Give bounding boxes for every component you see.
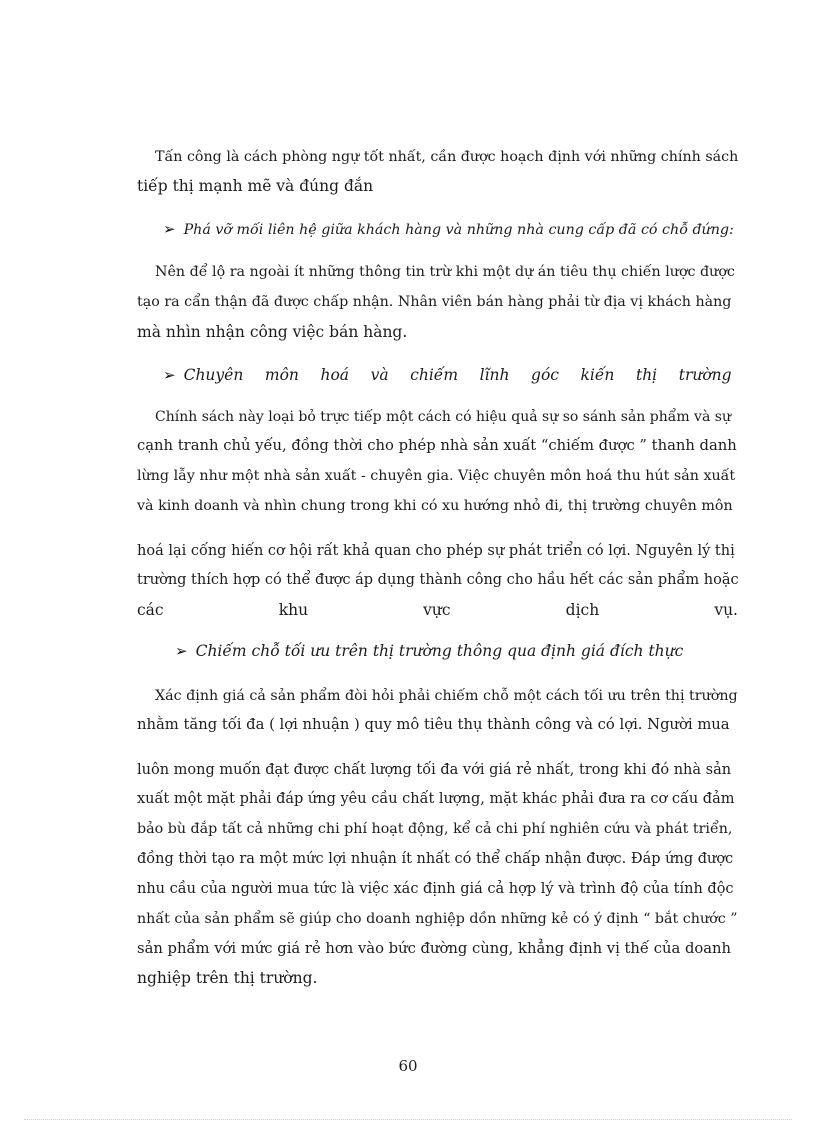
bullet-heading-text: Chuyên môn hoá và chiếm lĩnh góc kiến thị trường [183, 366, 732, 384]
paragraph-line: và kinh doanh và nhìn chung trong khi có xu hướng nhỏ đi, thị trường chuyên môn [137, 498, 733, 514]
paragraph-line: luôn mong muốn đạt được chất lượng tối đa với giá rẻ nhất, trong khi đó nhà sản [137, 762, 732, 778]
bullet-heading-text: Phá vỡ mối liên hệ giữa khách hàng và những nhà cung cấp đã có chỗ đứng: [183, 222, 734, 238]
arrow-bullet-icon: ➢ [163, 366, 176, 384]
paragraph-line: cạnh tranh chủ yếu, đồng thời cho phép nhà sản xuất “chiếm được ” thanh danh [137, 437, 737, 454]
arrow-bullet-icon: ➢ [175, 642, 188, 660]
paragraph-line: lừng lẫy như một nhà sản xuất - chuyên gia. Việc chuyên môn hoá thu hút sản xuất [137, 468, 736, 484]
paragraph-line: nhằm tăng tối đa ( lợi nhuận ) quy mô tiêu thụ thành công và có lợi. Người mua [137, 716, 730, 733]
paragraph-line: nhất của sản phẩm sẽ giúp cho doanh nghiệp dồn những kẻ có ý định “ bắt chước ” [137, 911, 738, 927]
bullet-heading-text: Chiếm chỗ tối ưu trên thị trường thông qua định giá đích thực [195, 642, 684, 660]
paragraph-line: hoá lại cống hiến cơ hội rất khả quan cho phép sự phát triển có lợi. Nguyên lý thị [137, 543, 735, 559]
paragraph-line: mà nhìn nhận công việc bán hàng. [137, 323, 408, 341]
paragraph-line: Tấn công là cách phòng ngự tốt nhất, cần được hoạch định với những chính sách [155, 149, 739, 165]
paragraph-line: đồng thời tạo ra một mức lợi nhuận ít nhất có thể chấp nhận được. Đáp ứng được [137, 851, 734, 867]
paragraph-line: các khu vực dịch vụ. [137, 601, 738, 619]
paragraph-line: xuất một mặt phải đáp ứng yêu cầu chất lượng, mặt khác phải đưa ra cơ cấu đảm [137, 791, 735, 807]
paragraph-line: Nên để lộ ra ngoài ít những thông tin trừ khi một dự án tiêu thụ chiến lược được [155, 264, 735, 280]
paragraph-line: nghiệp trên thị trường. [137, 969, 318, 987]
paragraph-line: tiếp thị mạnh mẽ và đúng đắn [137, 177, 374, 195]
bullet-heading [175, 641, 738, 661]
paragraph-line: bảo bù đắp tất cả những chi phí hoạt động, kể cả chi phí nghiên cứu và phát triển, [137, 821, 733, 837]
paragraph-line: Xác định giá cả sản phẩm đòi hỏi phải chiếm chỗ một cách tối ưu trên thị trường [155, 688, 738, 704]
page-number: 60 [398, 1057, 418, 1075]
paragraph-line: Chính sách này loại bỏ trực tiếp một cách có hiệu quả sự so sánh sản phẩm và sự [155, 409, 731, 425]
paragraph-line: nhu cầu của người mua tức là việc xác định giá cả hợp lý và trình độ của tính độc [137, 881, 734, 897]
paragraph-line: tạo ra cẩn thận đã được chấp nhận. Nhân viên bán hàng phải từ địa vị khách hàng [137, 294, 732, 310]
bullet-heading [163, 365, 738, 385]
paragraph-line: sản phẩm với mức giá rẻ hơn vào bức đường cùng, khẳng định vị thế của doanh [137, 940, 732, 957]
bullet-heading [163, 219, 738, 240]
paragraph-line: trường thích hợp có thể được áp dụng thành công cho hầu hết các sản phẩm hoặc [137, 572, 739, 588]
arrow-bullet-icon: ➢ [163, 220, 176, 238]
footer-divider [24, 1119, 792, 1120]
